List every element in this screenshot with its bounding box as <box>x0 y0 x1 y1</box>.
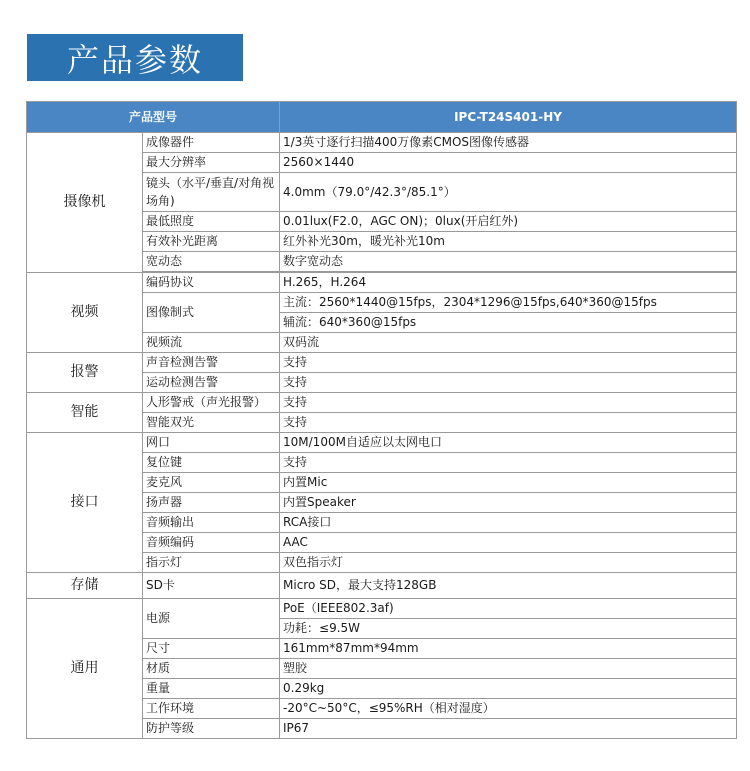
param-label: 编码协议 <box>143 273 280 293</box>
param-value: 主流：2560*1440@15fps，2304*1296@15fps,640*360@15fps <box>280 293 737 313</box>
param-label: 麦克风 <box>143 473 280 493</box>
param-value: 4.0mm（79.0°/42.3°/85.1°） <box>280 173 737 212</box>
param-label: 最低照度 <box>143 212 280 232</box>
model-value: IPC-T24S401-HY <box>280 102 737 133</box>
param-value: AAC <box>280 533 737 553</box>
param-value: RCA接口 <box>280 513 737 533</box>
param-label: 工作环境 <box>143 699 280 719</box>
param-label: 智能双光 <box>143 413 280 433</box>
table-row <box>27 133 737 153</box>
param-label: 电源 <box>143 599 280 639</box>
param-value: IP67 <box>280 719 737 739</box>
table-row <box>27 599 737 619</box>
param-label: 尺寸 <box>143 639 280 659</box>
param-label: 指示灯 <box>143 553 280 573</box>
param-label: 最大分辨率 <box>143 153 280 173</box>
category-general: 通用 <box>27 599 143 739</box>
param-label: 扬声器 <box>143 493 280 513</box>
param-value: 塑胶 <box>280 659 737 679</box>
param-value: 双色指示灯 <box>280 553 737 573</box>
param-value: 0.01lux(F2.0，AGC ON)；0lux(开启红外) <box>280 212 737 232</box>
param-value: 辅流：640*360@15fps <box>280 313 737 333</box>
param-label: 网口 <box>143 433 280 453</box>
param-label: 音频输出 <box>143 513 280 533</box>
category-camera: 摄像机 <box>27 133 143 273</box>
param-value: 1/3英寸逐行扫描400万像素CMOS图像传感器 <box>280 133 737 153</box>
param-value: 161mm*87mm*94mm <box>280 639 737 659</box>
table-row <box>27 393 737 413</box>
category-storage: 存储 <box>27 573 143 599</box>
table-row <box>27 273 737 293</box>
param-label: 复位键 <box>143 453 280 473</box>
param-value: H.265，H.264 <box>280 273 737 293</box>
param-value: Micro SD，最大支持128GB <box>280 573 737 599</box>
param-label: 声音检测告警 <box>143 353 280 373</box>
param-value: PoE（IEEE802.3af) <box>280 599 737 619</box>
param-value: -20°C~50°C，≤95%RH（相对湿度） <box>280 699 737 719</box>
param-value: 支持 <box>280 453 737 473</box>
param-label: 成像器件 <box>143 133 280 153</box>
model-label: 产品型号 <box>27 102 280 133</box>
category-smart: 智能 <box>27 393 143 433</box>
param-label: SD卡 <box>143 573 280 599</box>
param-label: 宽动态 <box>143 252 280 272</box>
param-label: 材质 <box>143 659 280 679</box>
param-value: 内置Mic <box>280 473 737 493</box>
param-label: 人形警戒（声光报警） <box>143 393 280 413</box>
table-row <box>27 573 737 599</box>
category-alarm: 报警 <box>27 353 143 393</box>
table-row <box>27 433 737 453</box>
param-value: 2560×1440 <box>280 153 737 173</box>
param-value: 红外补光30m，暖光补光10m <box>280 232 737 252</box>
param-label: 视频流 <box>143 333 280 353</box>
param-value: 0.29kg <box>280 679 737 699</box>
spec-table <box>26 101 737 739</box>
param-value: 功耗：≤9.5W <box>280 619 737 639</box>
param-value: 支持 <box>280 413 737 433</box>
param-label: 图像制式 <box>143 293 280 333</box>
table-row <box>27 353 737 373</box>
category-interface: 接口 <box>27 433 143 573</box>
param-label: 重量 <box>143 679 280 699</box>
param-value: 数字宽动态 <box>280 252 737 272</box>
param-label: 防护等级 <box>143 719 280 739</box>
param-value: 支持 <box>280 393 737 413</box>
table-header-row <box>27 102 737 133</box>
param-label: 有效补光距离 <box>143 232 280 252</box>
param-value: 支持 <box>280 353 737 373</box>
param-value: 10M/100M自适应以太网电口 <box>280 433 737 453</box>
category-video: 视频 <box>27 273 143 353</box>
param-value: 支持 <box>280 373 737 393</box>
page-title: 产品参数 <box>27 34 243 81</box>
param-label: 运动检测告警 <box>143 373 280 393</box>
param-label: 镜头（水平/垂直/对角视场角) <box>143 173 280 212</box>
param-value: 双码流 <box>280 333 737 353</box>
param-value: 内置Speaker <box>280 493 737 513</box>
param-label: 音频编码 <box>143 533 280 553</box>
